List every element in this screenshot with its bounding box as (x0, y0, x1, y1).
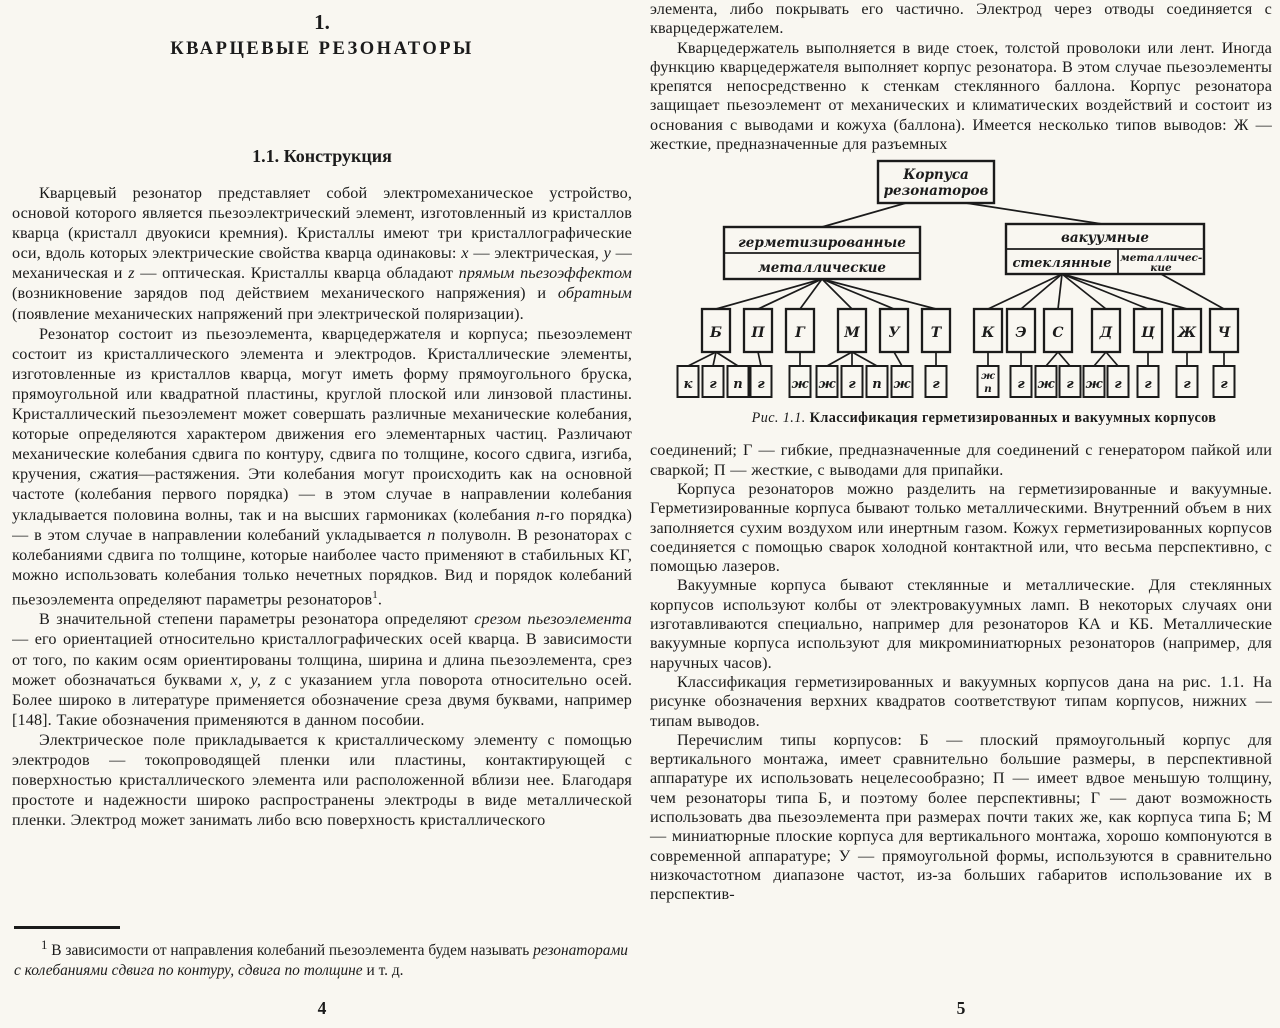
chapter-number: 1. (314, 10, 330, 34)
diagram-lead-label: г (1017, 377, 1025, 393)
page-number-right: 5 (956, 998, 966, 1018)
diagram-lead-label: ж (791, 377, 809, 393)
diagram-edge (1021, 274, 1062, 309)
footnote-rule (14, 926, 120, 929)
diagram-edge (1094, 352, 1106, 366)
left-page-body (12, 183, 632, 830)
diagram-edge (1046, 352, 1058, 366)
right-page (650, 0, 1272, 1028)
figure-caption: Рис. 1.1. Классификация герметизированных и вакуумных корпусов (751, 410, 1217, 427)
footnote-text: $^1$ В зависимости от направления колебаний пьезоэлемента будем называть резонаторами с колебаниями сдвига по контуру, сдвига по толщине и т. д. (14, 938, 628, 979)
diagram-edge (1058, 352, 1070, 366)
paragraph: Перечислим типы корпусов: Б — плоский прямоугольный корпус для вертикального монтажа, имеет сравнительно большие размеры, в перспективной аппаратуре их использовать нецелесообразно; П — имеет вдвое меньшую толщину, чем резонаторы типа Б, и поэтому более перспективны; Г — дают возможность использовать два пьезоэлемента при размерах почти таких же, как корпуса типа Б; М — миниатюрные плоские корпуса для вертикального монтажа, хорошо компонуются в современной аппаратуре; У — прямоугольной формы, используются в сравнительно низкочастотном диапазоне частот, из-за больших габаритов использование их в перспектив- (650, 730, 1272, 904)
diagram-group-title: вакуумные (1061, 230, 1149, 247)
diagram-type-label: П (751, 325, 765, 342)
right-page-body-bottom (650, 441, 1272, 904)
diagram-lead-label: г (848, 377, 856, 393)
diagram-root-label: Корпуса (903, 167, 969, 184)
paragraph: Кварцевый резонатор представляет собой электромеханическое устройство, основой которого является пьезоэлектрический элемент, изготовленный из кристаллов кварца (кристалл двуокиси кремния). Кристаллы имеют три кристаллографические оси, вдоль которых электрические свойства кварца одинаковы: x — электрическая, y — механическая и z — оптическая. Кристаллы кварца обладают прямым пьезоэффектом (возникновение зарядов под действием механического напряжения) и обратным (появление механических напряжений при электрической поляризации). (12, 184, 632, 323)
diagram-cell-label: стеклянные (1012, 256, 1112, 272)
right-page-body-top (650, 0, 1272, 154)
diagram-edge (1058, 274, 1062, 309)
diagram-lead-label: ж (981, 370, 995, 383)
diagram-type-label: К (981, 325, 995, 342)
diagram-type-label: Т (930, 325, 942, 342)
diagram-lead-label: г (709, 377, 717, 393)
diagram-lead-label: г (1066, 377, 1074, 393)
paragraph: соединений; Г — гибкие, предназначенные для соединений с генератором пайкой или сваркой; П — жесткие, с выводами для припайки. (650, 441, 1272, 479)
diagram-type-label: У (888, 325, 900, 342)
paragraph: В значительной степени параметры резонатора определяют срезом пьезоэлемента — его ориентацией относительно кристаллографических осей кварца. В зависимости от того, по каким осям ориентированы толщина, ширина и длина пьезоэлемента, срез может обозначаться буквами x, y, z с указанием угла поворота относительно осей. Более широко в литературе применяется обозначение среза двумя буквами, например [148]. Такие обозначения применяются в данном пособии. (12, 610, 632, 729)
diagram-edge (822, 203, 906, 227)
diagram-lead-label: п (733, 377, 743, 393)
section-heading: 1.1. Конструкция (252, 146, 392, 166)
left-page (12, 0, 632, 1028)
diagram-edge (758, 352, 761, 366)
diagram-lead-label: ж (818, 377, 836, 393)
diagram-lead-label: г (932, 377, 940, 393)
diagram-group-title: герметизированные (738, 235, 906, 252)
diagram-lead-label: п (872, 377, 882, 393)
diagram-cell-label: кие (1150, 262, 1172, 275)
footnote (14, 926, 628, 980)
diagram-lead-label: ж (893, 377, 911, 393)
diagram-lead-label: ж (1085, 377, 1103, 393)
diagram-type-label: Ж (1177, 325, 1197, 342)
diagram-edge (1062, 274, 1187, 309)
figure-1-1-diagram (666, 158, 1258, 404)
diagram-edge (988, 274, 1062, 309)
diagram-edge (827, 352, 852, 366)
paragraph: Резонатор состоит из пьезоэлемента, кварцедержателя и корпуса; пьезоэлемент состоит из кристаллического элемента и электродов. Кристаллические элементы, изготовленные из кристаллов кварца, могут иметь форму прямоугольного бруска, прямоугольной или квадратной пластины, круглой плоской или линзовой пластины. Кристаллический пьезоэлемент может совершать различные механические колебания, которые определяются характером движения его элементарных частиц. Различают механические колебания сдвига по контуру, сдвига по толщине, косого сдвига, изгиба, кручения, сжатия—растяжения. Эти колебания могут происходить как на основной частоте (колебания первого порядка) — в этом случае в направлении колебания укладывается половина волны, так и на высших гармониках (колебания n-го порядка) — в этом случае в направлении колебаний укладывается n полуволн. В резонаторах с колебаниями сдвига по толщине, которые наиболее часто применяют в стабильных КГ, можно использовать колебания только нечетных порядков. Вид и порядок колебаний пьезоэлемента определяют параметры резонаторов$^1$. (12, 324, 632, 609)
diagram-type-label: Г (795, 325, 805, 342)
diagram-type-label: С (1052, 325, 1064, 342)
figure-1-1 (666, 158, 1272, 427)
diagram-edge (1062, 274, 1106, 309)
diagram-type-label: Д (1099, 325, 1113, 342)
paragraph: Классификация герметизированных и вакуумных корпусов дана на рис. 1.1. На рисунке обозначения верхних квадратов соответствуют типам корпусов, нижних — типам выводов. (650, 672, 1272, 730)
diagram-edge (966, 203, 1102, 224)
diagram-lead-label: г (1220, 377, 1228, 393)
chapter-title: КВАРЦЕВЫЕ РЕЗОНАТОРЫ (170, 39, 474, 59)
diagram-lead-label: г (1114, 377, 1122, 393)
diagram-lead-label: п (984, 383, 992, 396)
diagram-edge (1062, 274, 1148, 309)
diagram-root-label: резонаторов (883, 183, 989, 200)
diagram-type-label: Ч (1217, 325, 1231, 342)
diagram-cell-label: металлические (757, 260, 887, 277)
diagram-type-label: М (844, 325, 860, 342)
diagram-edge (822, 279, 936, 309)
diagram-cell-label: металличес- (1119, 252, 1203, 265)
diagram-lead-label: г (1183, 377, 1191, 393)
diagram-edge (894, 352, 902, 366)
paragraph: Электрическое поле прикладывается к кристаллическому элементу с помощью электродов — токопроводящей пленки или пластины, контактирующей с поверхностью кристаллического элемента или расположенной вблизи нее. Благодаря простоте и надежности широко распространены электроды в виде металлической пленки. Электрод может занимать либо всю поверхность кристаллического (12, 730, 632, 830)
diagram-type-label: Б (710, 325, 722, 342)
diagram-lead-label: г (1144, 377, 1152, 393)
paragraph: элемента, либо покрывать его частично. Электрод через отводы соединяется с кварцедержателем. (650, 0, 1272, 38)
diagram-edge (688, 352, 716, 366)
diagram-edge (822, 279, 894, 309)
diagram-type-label: Ц (1141, 325, 1155, 342)
diagram-lead-label: г (757, 377, 765, 393)
paragraph: Кварцедержатель выполняется в виде стоек, толстой проволоки или лент. Иногда функцию кварцедержателя выполняет корпус резонатора. В этом случае пьезоэлементы крепятся непосредственно к стенкам стеклянного баллона. Корпус резонатора защищает пьезоэлемент от механических и климатических воздействий и состоит из основания с выводами и кожуха (баллона). Имеется несколько типов выводов: Ж — жесткие, предназначенные для разъемных (650, 38, 1272, 154)
page-number-left: 4 (317, 998, 327, 1018)
diagram-edge (1106, 352, 1118, 366)
diagram-lead-label: к (683, 377, 693, 393)
diagram-lead-label: ж (1037, 377, 1055, 393)
diagram-edge (852, 352, 877, 366)
diagram-edge (716, 352, 738, 366)
diagram-type-label: Э (1015, 325, 1027, 342)
paragraph: Корпуса резонаторов можно разделить на герметизированные и вакуумные. Герметизированные корпуса бывают только металлическими. Внутренний объем в них заполняется сухим воздухом или инертным газом. Кожух герметизированных корпусов соединяется с помощью сварок холодной контактной или, что весьма перспективно, с помощью лазеров. (650, 479, 1272, 576)
paragraph: Вакуумные корпуса бывают стеклянные и металлические. Для стеклянных корпусов используют колбы от электровакуумных ламп. В некоторых случаях они изготавливаются специально, например для резонаторов КА и КБ. Металлические вакуумные корпуса используют для микроминиатюрных резонаторов (например, для наручных часов). (650, 576, 1272, 672)
